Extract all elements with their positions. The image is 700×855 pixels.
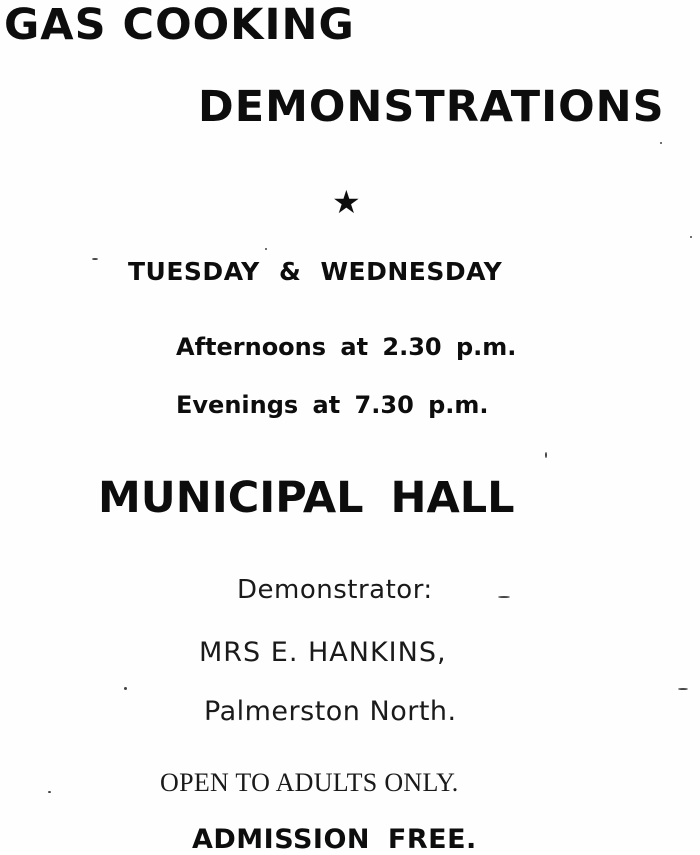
speck <box>660 142 662 144</box>
speck <box>545 452 547 458</box>
speck <box>265 248 267 250</box>
speck <box>48 791 51 793</box>
speck <box>690 236 692 238</box>
speck <box>124 687 127 690</box>
afternoon-time: Afternoons at 2.30 p.m. <box>176 333 517 361</box>
speck <box>498 596 510 598</box>
admission-notice: ADMISSION FREE. <box>192 824 477 855</box>
venue-name: MUNICIPAL HALL <box>98 473 515 523</box>
evening-time: Evenings at 7.30 p.m. <box>176 391 489 419</box>
demonstrator-town: Palmerston North. <box>204 696 457 727</box>
speck <box>92 258 98 260</box>
audience-notice: OPEN TO ADULTS ONLY. <box>160 768 459 797</box>
title-line-1: GAS COOKING <box>4 0 355 50</box>
title-line-2: DEMONSTRATIONS <box>198 82 665 132</box>
speck <box>678 688 688 690</box>
demonstrator-name: MRS E. HANKINS, <box>199 637 447 668</box>
demonstrator-label: Demonstrator: <box>237 575 433 605</box>
star-icon: ★ <box>332 183 361 221</box>
days-line: TUESDAY & WEDNESDAY <box>128 257 503 286</box>
